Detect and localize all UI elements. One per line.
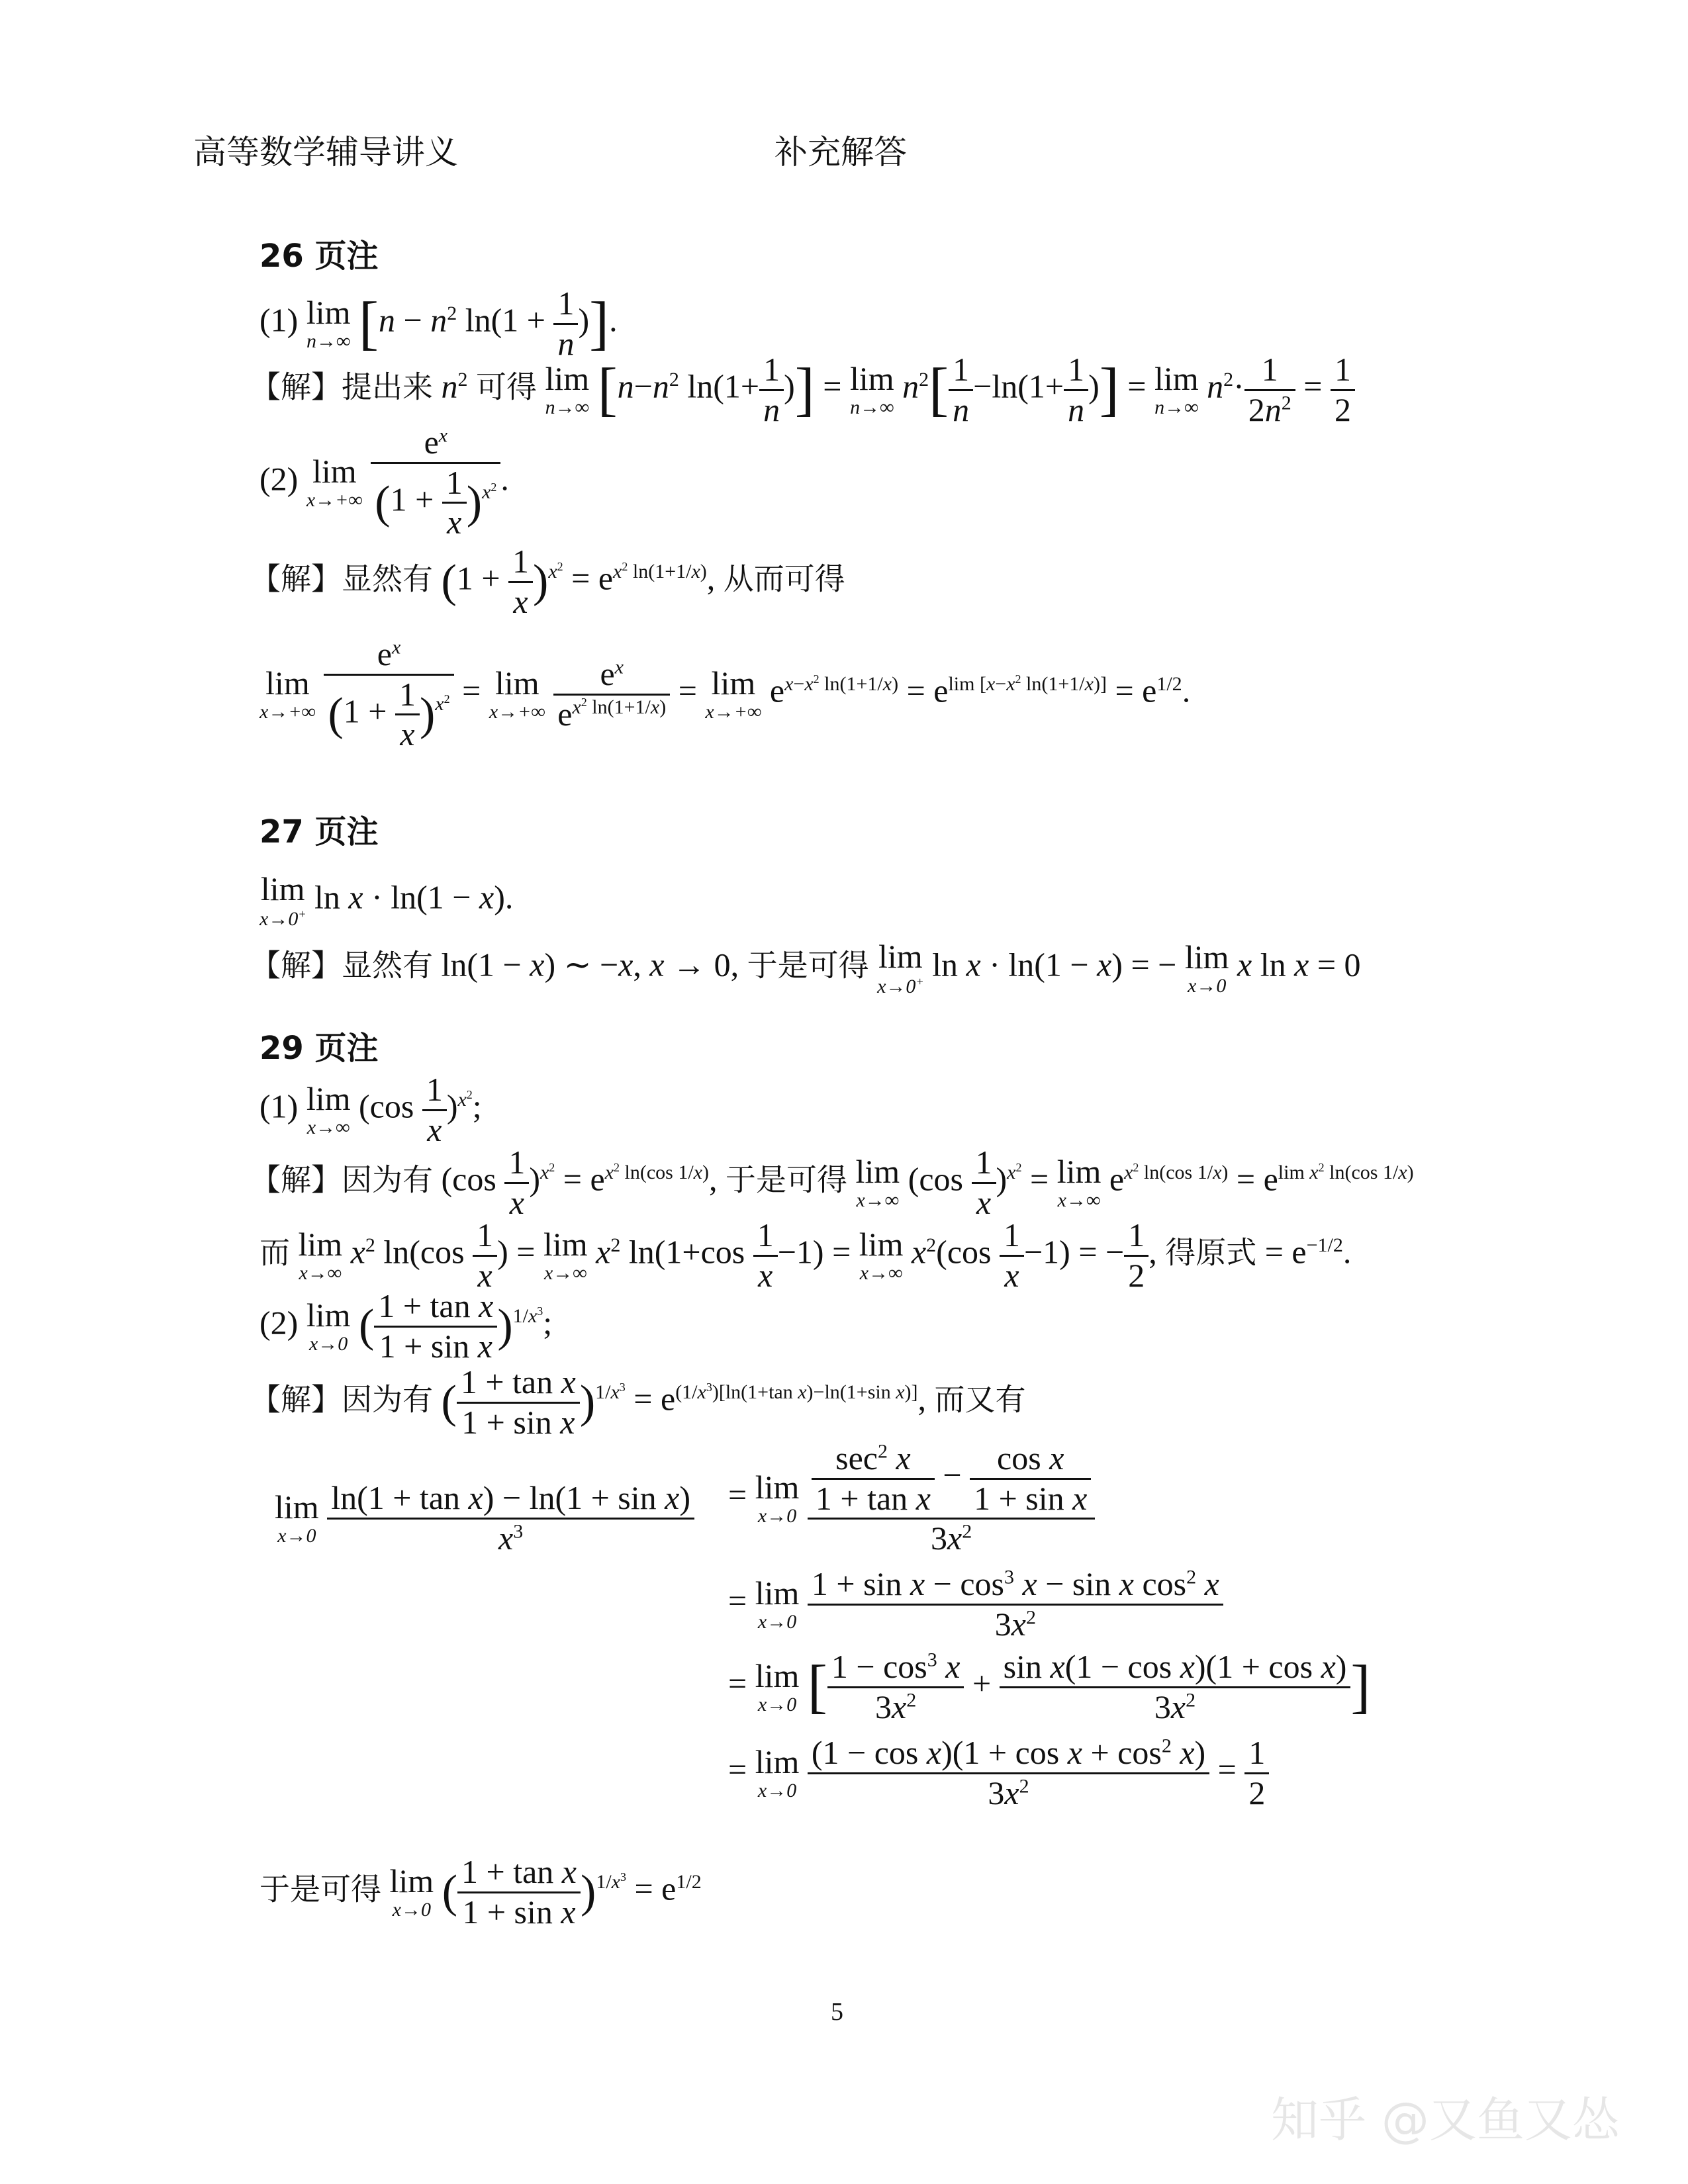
problem-27: lim x→0+ ln x · ln(1 − x).: [259, 870, 514, 930]
solution-27: 【解】显然有 ln(1 − x) ∼ −x, x → 0, 于是可得 lim x→0+ ln x · ln(1 − x) = − lim x→0 x ln x = 0: [250, 938, 1361, 997]
section-27-title: 27 页注: [259, 813, 379, 850]
derivation-step-3: = lim x→0 [ $\frac{1 - \cos^3 x}{3x^2}$ + $\frac{\text{sin x(1 − cos x)(1 + cos x)}}{3x^2}$ ]: [728, 1648, 1371, 1725]
problem-26-2: (2) lim x→+∞ $e^x$ (1 + $\frac{1}{x}$ )$^{x^2}$ .: [259, 424, 509, 541]
section-26-title: 26 页注: [259, 238, 379, 275]
derivation-step-4: = lim x→0 $\frac{(1 - \cos x)(1 + \cos x + \cos^2 x)}{3x^2}$ = $\frac{1}{2}$: [728, 1734, 1269, 1812]
problem-label: (2): [259, 1304, 299, 1342]
section-29-title: 29 页注: [259, 1030, 379, 1067]
derivation-step-2: = lim x→0 $\frac{1 + \sin x - \cos^3 x - \sin x \cos^2 x}{3x^2}$: [728, 1565, 1223, 1643]
solution-26-1: 【解】提出来 $n^2$ 可得 lim n→∞ [$n-n^2$ ln(1+ $\frac{1}{n}$ )] = lim n→∞ $n^2$[ $\frac{1}{n}$ −ln(1+ $\frac{1}{n}$ )] = lim n→∞ $n^2\cdot$ $\frac{1}{2n^2}$ = $\frac{1}{2}$: [250, 351, 1355, 429]
solution-29-2-intro: 【解】因为有 ( $\frac{\text{1 + tan x}}{\text{1 + sin x}}$ )$^{1/x^3} = e^{(1/x^3)[ln(1+tan x)-ln(1+sin x)]}$, 而又有: [250, 1363, 1026, 1441]
solution-29-1-cont: 而 lim x→∞ $x^2$ ln(cos $\frac{1}{x}$ ) = lim x→∞ $x^2$ ln(1+cos $\frac{1}{x}$ −1) = lim x→∞ $x^2(\cos$ $\frac{1}{x}$ −1) = − $\frac{1}{2}$ , 得原式 = $e^{-1/2}$.: [259, 1216, 1352, 1294]
problem-label: (1): [259, 1087, 299, 1125]
watermark: 知乎 @又鱼又怂: [1271, 2092, 1620, 2148]
header-right: 补充解答: [774, 133, 907, 171]
solution-29-1: 【解】因为有 (cos $\frac{1}{x}$ )$^{x^2} = e^{x^2 ln(cos 1/x)}$, 于是可得 lim x→∞ (cos $\frac{1}{x}$ )$^{x^2}$ = lim x→∞ $e^{x^2 ln(cos 1/x)} = e^{lim x^2 ln(cos 1/x)}$: [250, 1144, 1414, 1221]
derivation-lhs: lim x→0 $\frac{\text{ln(1 + tan x) − ln(1 + sin x)}}{x^3}$: [275, 1479, 694, 1557]
page-number: 5: [831, 1998, 843, 2026]
solution-26-2-chain: lim x→+∞ $e^x$ (1 + $\frac{1}{x}$ )$^{x^2}$ = lim x→+∞ $\frac{e^x}{e^{x^2 ln(1+1/x)}}$ = lim x→+∞ $e^{x-x^2 ln(1+1/x)} = e^{lim [x-x^2 ln(1+1/x)]} = e^{1/2}$.: [259, 635, 1191, 752]
solution-26-2-intro: 【解】显然有 (1 + $\frac{1}{x}$ )$^{x^2} = e^{x^2 ln(1+1/x)}$, 从而可得: [250, 543, 845, 620]
problem-29-1: (1) lim x→∞ (cos $\frac{1}{x}$ )$^{x^2}$;: [259, 1071, 482, 1148]
header-left: 高等数学辅导讲义: [193, 133, 458, 171]
problem-26-1: (1) lim n→∞ [$n - n^2$ ln(1 + $\frac{1}{n}$ )].: [259, 285, 618, 362]
derivation-step-1: = lim x→0 $\frac{\sec^2 x}{\text{1 + tan x}}$ − $\frac{\text{cos x}}{\text{1 + sin x}}$ $3x^2$: [728, 1439, 1095, 1558]
problem-label: (1): [259, 301, 299, 339]
problem-label: (2): [259, 460, 299, 498]
final-result: 于是可得 lim x→0 ( $\frac{\text{1 + tan x}}{\text{1 + sin x}}$ )$^{1/x^3} = e^{1/2}$: [259, 1853, 702, 1931]
problem-29-2: (2) lim x→0 ( $\frac{\text{1 + tan x}}{\text{1 + sin x}}$ )$^{1/x^3}$;: [259, 1287, 553, 1365]
